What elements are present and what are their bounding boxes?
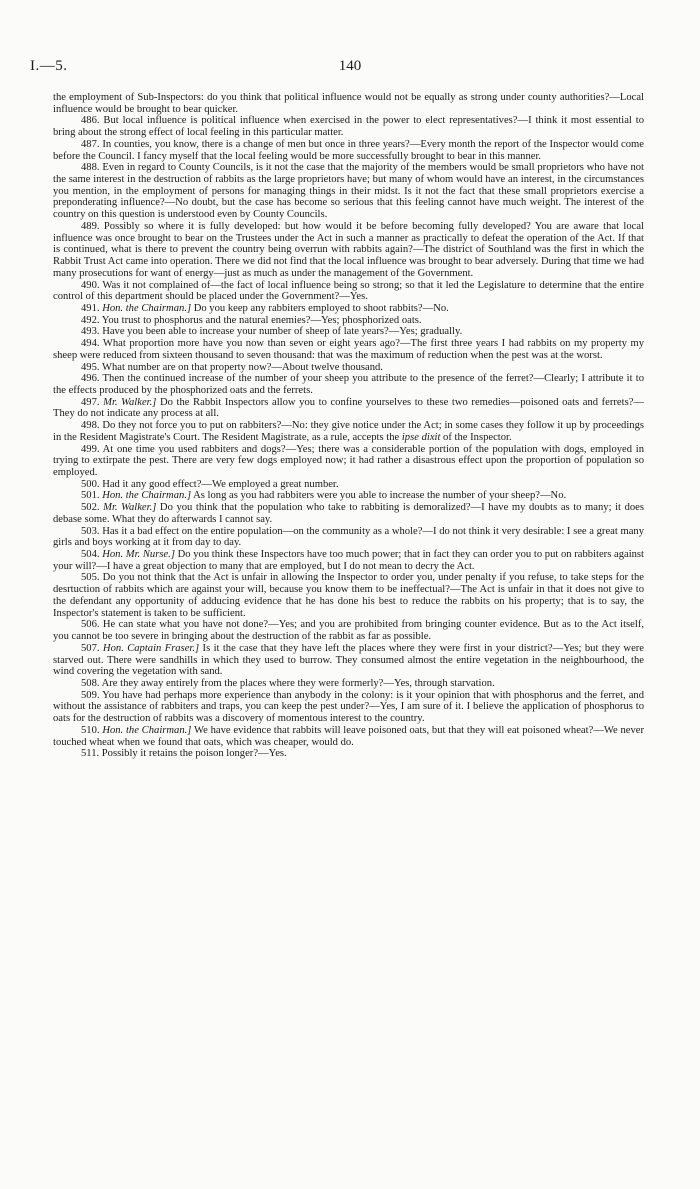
question-506: 506. He can state what you have not done?—Yes; and you are prohibited from bringing counter evidence. But as to the Act itself, you cannot be too severe in bringing about the destruction of the rabbit as far as possible. (53, 619, 644, 643)
question-text: of the Inspector. (440, 431, 512, 443)
question-487: 487. In counties, you know, there is a change of men but once in three years?—Every month the report of the Inspector would come before the Council. I fancy myself that the local feeling would be more successfully brought to bear in this manner. (53, 138, 644, 162)
document-body (53, 92, 644, 760)
question-497 (53, 397, 644, 420)
speaker-name: Hon. Captain Fraser.] (102, 642, 200, 654)
question-509: 509. You have had perhaps more experience than anybody in the colony: is it your opinion that with phosphorus and the ferret, and without the assistance of rabbiters and traps, you can keep the pest under?—Yes, I am sure of it. I believe the application of phosphorus to oats for the destruction of rabbits was a discovery of momentous interest to the country. (53, 689, 644, 725)
question-494: 494. What proportion more have you now than seven or eight years ago?—The first three years I had rabbits on my property my sheep were reduced from sixteen thousand to seven thousand: that was the maximum of reduction when the pest was at the worst. (53, 338, 644, 361)
question-499: 499. At one time you used rabbiters and dogs?—Yes; there was a considerable portion of the population with dogs, employed in trying to extirpate the pest. There are very few dogs employed now; it had rather a disastrous effect upon the proportion of population so employed. (53, 443, 644, 478)
question-511: 511. Possibly it retains the poison longer?—Yes. (81, 748, 287, 760)
question-number: 504. (81, 549, 103, 561)
question-number: 507. (81, 642, 103, 654)
question-507 (53, 643, 644, 678)
question-number: 497. (81, 396, 104, 408)
question-486: 486. But local influence is political influence when exercised in the power to elect representatives?—I think it most essential to bring about the strong effect of local feeling in this particular matter. (53, 115, 644, 139)
question-504 (53, 549, 644, 572)
question-496: 496. Then the continued increase of the number of your sheep you attribute to the presence of the ferret?—Clearly; I attribute it to the effects produced by the phosphorized oats and the ferrets. (53, 373, 644, 396)
page-reference: I.—5. (30, 58, 68, 74)
question-508: 508. Are they away entirely from the places where they were formerly?—Yes, through starvation. (81, 677, 495, 689)
question-495: 495. What number are on that property now?—About twelve thousand. (81, 361, 383, 373)
question-500: 500. Had it any good effect?—We employed a great number. (81, 478, 339, 490)
speaker-name: Mr. Walker.] (103, 396, 157, 408)
question-text: Do the Rabbit Inspectors allow you to confine yourselves to these two remedies—poisoned oats and ferrets?—They do not indicate any process at all. (53, 396, 644, 420)
speaker-name: Hon. the Chairman.] (102, 724, 192, 736)
question-491 (53, 303, 644, 315)
question-493: 493. Have you been able to increase your number of sheep of late years?—Yes; gradually. (81, 326, 463, 338)
question-text: We have evidence that rabbits will leave poisoned oats, but that they will eat poisoned wheat?—We never touched wheat when we found that oats, which was cheaper, would do. (53, 724, 645, 748)
speaker-name: Hon. the Chairman.] (102, 490, 192, 502)
question-number: 491. (81, 302, 103, 314)
question-text: Do you think that the population who take to rabbiting is demoralized?—I have my doubts as to many; it does debase some. What they do afterwards I cannot say. (53, 502, 644, 525)
paragraph-continued: the employment of Sub-Inspectors: do you think that political influence would not be equally as strong under county authorities?—Local influence would be brought to bear quicker. (53, 92, 644, 115)
question-text: Is it the case that they have left the places where they were first in your district?—Yes; but they were starved out. There were sandhills in which they used to burrow. They consumed almost the entire vegetation in the neighbourhood, the wind covering the vegetation with sand. (53, 642, 645, 678)
question-492: 492. You trust to phosphorus and the natural enemies?—Yes; phosphorized oats. (81, 314, 422, 326)
speaker-name: Hon. the Chairman.] (102, 302, 192, 314)
question-503: 503. Has it a bad effect on the entire population—on the community as a whole?—I do not think it very desirable: I see a great many girls and boys working at it from day to day. (53, 525, 644, 549)
question-number: 510. (81, 724, 103, 736)
question-text: Do you keep any rabbiters employed to shoot rabbits?—No. (191, 302, 449, 314)
question-text: Do you think these Inspectors have too much power; that in fact they can order you to put on rabbiters against your will?—I have a great objection to many that are employed, but I do not mean to decry the Act. (53, 549, 644, 572)
question-490: 490. Was it not complained of—the fact of local influence being so strong; so that it led the Legislature to determine that the entire control of this department should be placed under the Government?—Yes. (53, 279, 644, 303)
latin-phrase: ipse dixit (401, 431, 441, 443)
speaker-name: Hon. Mr. Nurse.] (102, 549, 175, 561)
question-488: 488. Even in regard to County Councils, is it not the case that the majority of the members would be small proprietors who have not the same interest in the destruction of rabbits as the large proprietors have; but many of whom would have an interest, in the circumstances you mention, in the employment of persons for managing things in their midst. Is it not the fact that these small proprietors exercise a preponderating influence?—No doubt, but the case has become so serious that this feeling cannot have much weight. The interest of the country on this question is understood even by County Councils. (53, 162, 644, 221)
question-text: As long as you had rabbiters were you able to increase the number of your sheep?—No. (191, 490, 567, 502)
question-text: 498. Do they not force you to put on rabbiters?—No: they give notice under the Act; in some cases they follow it up by proceedings in the Resident Magistrate's Court. The Resident Magistrate, as a rule, accepts the (53, 420, 644, 443)
question-501 (53, 490, 644, 502)
page-header (30, 58, 670, 78)
question-489: 489. Possibly so where it is fully developed: but how would it be before becoming fully developed? You are aware that local influence was once brought to bear on the Trustees under the Act in such a manner as practically to defeat the operation of the Act. If that is continued, what is there to prevent the country being overrun with rabbits again?—The district of Southland was the first in which the Rabbit Trust Act came into operation. There we did not find that the local influence was brought to bear adversely. During that time we had many prosecutions for want of energy—just as much as under the management of the Government. (53, 220, 644, 279)
question-510 (53, 725, 644, 748)
speaker-name: Mr. Walker.] (103, 502, 157, 514)
question-number: 502. (81, 502, 104, 514)
question-502 (53, 502, 644, 525)
question-number: 501. (81, 490, 103, 502)
page-number: 140 (338, 58, 362, 74)
question-498 (53, 420, 644, 443)
question-505: 505. Do you not think that the Act is unfair in allowing the Inspector to order you, under penalty if you refuse, to take steps for the desrtuction of rabbits which are against your will, because you know them to be ineffectual?—The Act is unfair in that it does not give to the defendant any opportunity of adducing evidence that he has done his best to reduce the rabbits on his property; that is to say, the Inspector's statement is taken to be sufficient. (53, 572, 644, 619)
